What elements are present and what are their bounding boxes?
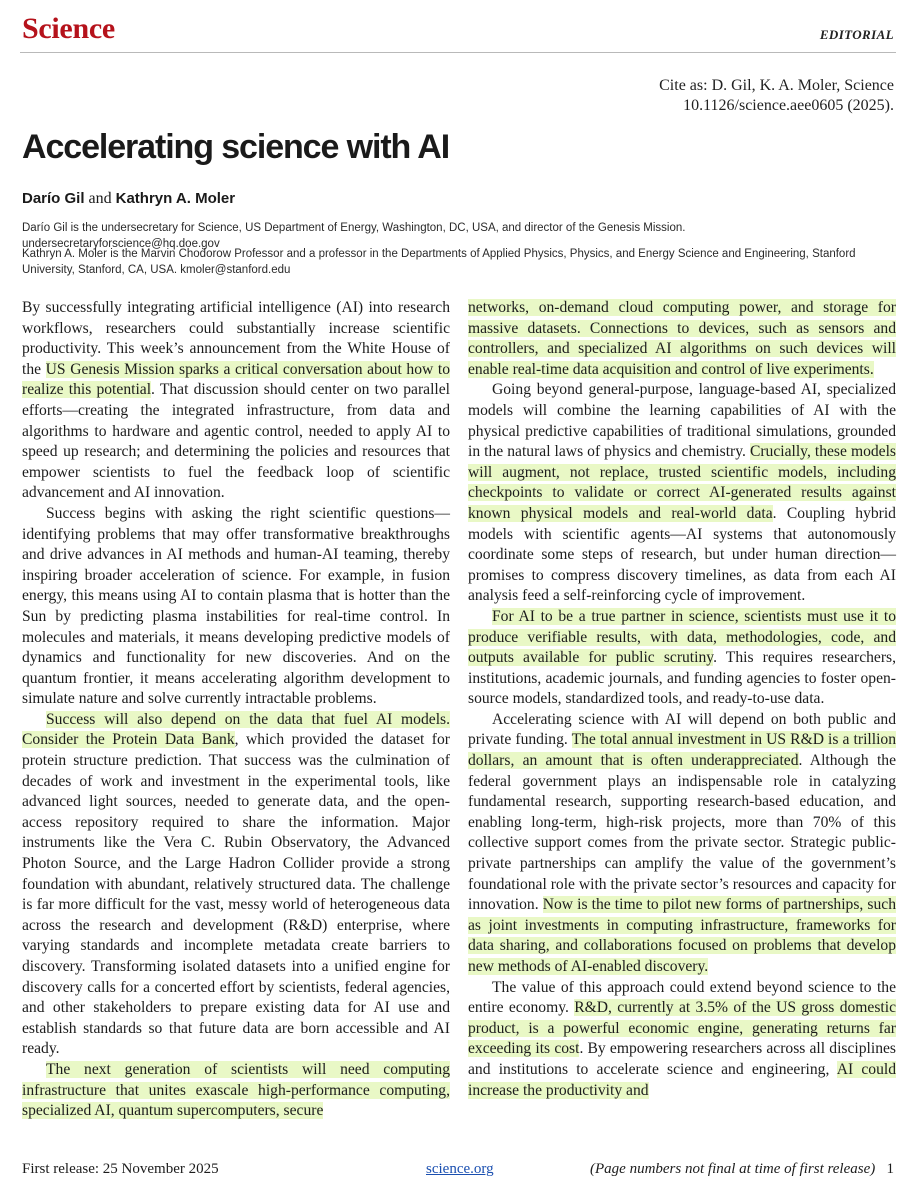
highlight: Success will also depend on the data that fuel AI models. (46, 710, 450, 728)
citation-line-2: 10.1126/science.aee0605 (2025). (683, 97, 894, 114)
author-line (22, 190, 235, 208)
release-date: First release: 25 November 2025 (22, 1161, 219, 1177)
paragraph-intro: By successfully integrating artificial intelligence (AI) into research workflows, researchers could substantially increase scientific productivity. This week’s announcement from the White House of the US Genesis Mission sparks a critical conversation about how to realize this potential. That discussion should center on two parallel efforts—creating the integrated infrastructure, from data and algorithms to hardware and agentic control, needed to apply AI to speed up research; and determining the policies and resources that empower scientists to fuel the feedback loop of scientific advancement and AI innovation. (22, 299, 450, 502)
article-title: Accelerating science with AI (22, 128, 450, 166)
paragraph-models: Going beyond general-purpose, language-based AI, specialized models will combine the learning capabilities of AI with the physical predictive capabilities of traditional simulations, grounded in the natural laws of physics and chemistry. Crucially, these models will augment, not replace, trusted scientific models, including checkpoints to validate or correct AI-generated results against known physical models and real-world data. Coupling hybrid models with scientific agents—AI systems that autonomously coordinate some steps of research, but under human direction—promises to compress discovery timelines, as data from each AI analysis feed a self-reinforcing cycle of improvement. (468, 381, 896, 605)
author-moler: Kathryn A. Moler (115, 190, 236, 207)
page-note (590, 1161, 894, 1178)
paragraph-computing (22, 1060, 450, 1122)
page-number: 1 (886, 1161, 894, 1177)
citation-line-1: Cite as: D. Gil, K. A. Moler, Science (659, 77, 894, 94)
right-column (468, 298, 896, 1101)
paragraph-economy: The value of this approach could extend beyond science to the entire economy. R&D, currently at 3.5% of the US gross domestic product, is a powerful economic engine, generating returns far exceeding its cost. By empowering researchers across all disciplines and institutions to accelerate science and engineering, AI could increase the productivity and (468, 978, 897, 1099)
author-gil: Darío Gil (22, 190, 85, 207)
left-column (22, 298, 450, 1122)
highlight: The next generation of scientists will need computing infrastructure that unites exascale high-performance computing, specialized AI, quantum supercomputers, secure (22, 1060, 450, 1120)
site-link[interactable]: science.org (426, 1161, 494, 1177)
highlight: US Genesis Mission sparks a critical conversation about how to realize this potential (22, 360, 450, 399)
paragraph-funding: Accelerating science with AI will depend on both public and private funding. The total annual investment in US R&D is a trillion dollars, an amount that is often underappreciated. Although the federal government plays an indispensable role in catalyzing fundamental research, supporting research-based education, and enabling long-term, high-risk projects, more than 70% of this collective support comes from the private sector. Strategic public-private partnerships can amplify the value of the government’s foundational role with the private sector’s resources and capacity for innovation. Now is the time to pilot new forms of partnerships, such as joint investments in computing infrastructure, frameworks for data sharing, and collaborations focused on problems that develop new methods of AI-enabled discovery. (468, 710, 897, 975)
paragraph-computing-cont (468, 298, 896, 380)
page-note-text: (Page numbers not final at time of first release) (590, 1161, 876, 1177)
affiliation-moler: Kathryn A. Moler is the Marvin Chodorow Professor and a professor in the Departments of Applied Physics, Physics, and Energy Science and Engineering, Stanford University, Stanford, CA, USA. kmoler@stanford.edu (22, 248, 856, 276)
highlight: The total annual investment in US R&D is a trillion dollars, an amount that is often underappreciated (468, 731, 896, 770)
paragraph-data: Success will also depend on the data that fuel AI models. Consider the Protein Data Bank, which provided the dataset for protein structure prediction. That success was the culmination of decades of work and investment in the experimental tools, like advanced light sources, needed to generate data, and the open-access repository required to share the information. Major instruments like the Vera C. Rubin Observatory, the Advanced Photon Source, and the Large Hadron Collider provide a strong foundation with abundant, relatively structured data. The challenge is far more difficult for the vast, messy world of heterogeneous data across the research and development (R&D) enterprise, where varying standards and incomplete metadata create barriers to discovery. Transforming isolated datasets into a unified engine for discovery calls for a concerted effort by scientists, federal agencies, and other stakeholders to prepare existing data for AI use and establish standards so that future data are born accessible and AI ready. (22, 710, 450, 1058)
affiliation-gil: Darío Gil is the undersecretary for Science, US Department of Energy, Washington, DC, USA, and director of the Genesis Mission. undersecretaryforscience@hq.doe.gov (22, 222, 686, 250)
paragraph-questions: Success begins with asking the right scientific questions—identifying problems that may offer transformative breakthroughs and drive advances in AI methods and human-AI teaming, thereby inspiring broader acceleration of science. For example, in fusion energy, this means using AI to contain plasma that is hotter than the Sun by predicting plasma instabilities for real-time control. In molecules and materials, it means developing predictive models of dynamics and functionality for new discoveries. And on the quantum frontier, it means accelerating algorithm development to simulate nature and solve currently intractable problems. (22, 504, 450, 708)
journal-logo: Science (22, 12, 115, 45)
author-conjunction: and (88, 190, 112, 207)
highlight: networks, on-demand cloud computing power, and storage for massive datasets. Connections to devices, such as sensors and controllers, and specialized AI algorithms on such devices will enable real-time data acquisition and control of live experiments. (468, 299, 896, 378)
header-divider (20, 52, 896, 53)
highlight: For AI to be a true partner in science, scientists must use it to produce verifiable results, with data, methodologies, code, and outputs available for public scrutiny (468, 607, 896, 667)
section-label: EDITORIAL (819, 27, 894, 42)
highlight: R&D, currently at 3.5% of the US gross domestic product, is a powerful economic engine, generating returns far exceeding its cost (468, 999, 897, 1058)
paragraph-verifiable: For AI to be a true partner in science, scientists must use it to produce verifiable results, with data, methodologies, code, and outputs available for public scrutiny. This requires researchers, institutions, academic journals, and funding agencies to foster open-source models, standardized tools, and ready-to-use data. (468, 607, 896, 708)
highlight: Crucially, these models will augment, not replace, trusted scientific models, including checkpoints to validate or correct AI-generated results against known physical models and real-world data (468, 443, 896, 522)
citation (374, 76, 894, 116)
highlight: AI could increase the productivity and (468, 1060, 896, 1099)
highlight: Consider the Protein Data Bank (22, 731, 235, 749)
highlight: Now is the time to pilot new forms of partnerships, such as joint investments in computing infrastructure, frameworks for data sharing, and collaborations focused on problems that develop new methods of AI-enabled discovery. (468, 896, 896, 975)
